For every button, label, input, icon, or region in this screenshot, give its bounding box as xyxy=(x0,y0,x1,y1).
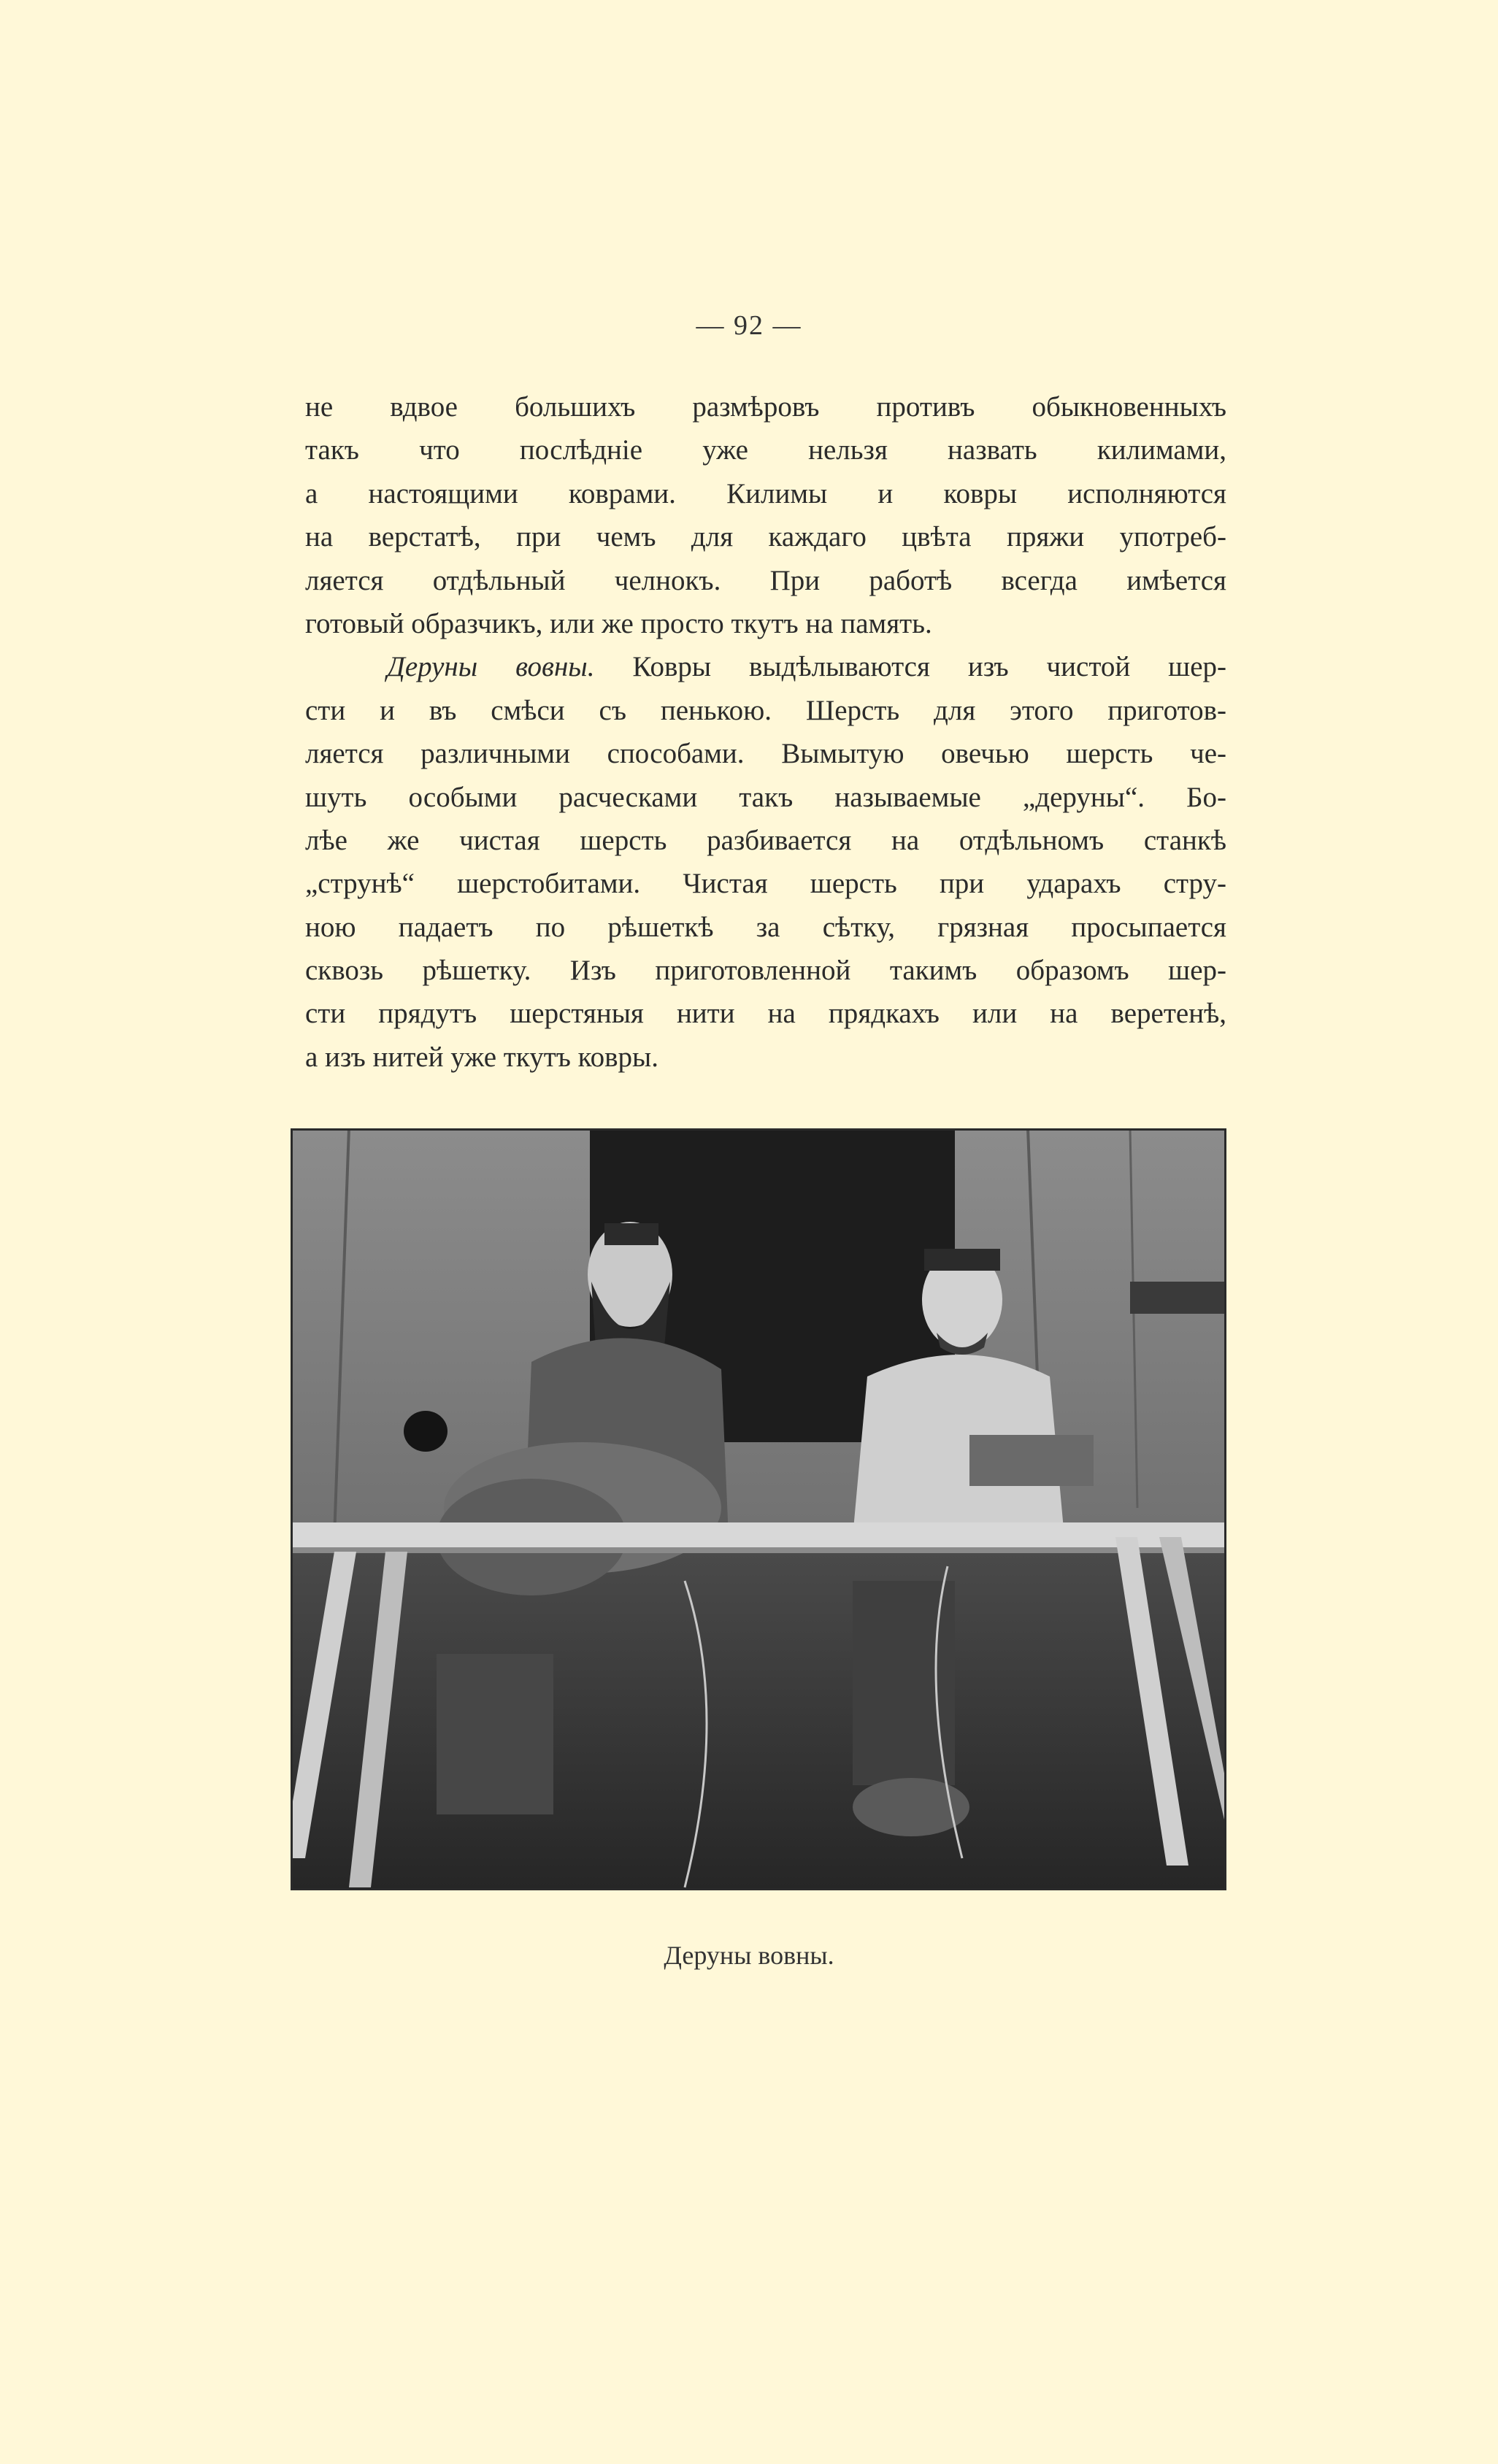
page-number: — 92 — xyxy=(696,310,802,341)
wall-hole xyxy=(404,1411,448,1452)
line-text: такъ что послѣдніе уже нельзя назвать килимами, xyxy=(305,434,1226,466)
text-line xyxy=(305,472,1226,515)
text-line xyxy=(305,819,1226,862)
line-text: сти прядутъ шерстяныя нити на прядкахъ или на веретенѣ, xyxy=(305,998,1226,1030)
line-text: не вдвое большихъ размѣровъ противъ обыкновенныхъ xyxy=(305,391,1226,423)
text-line xyxy=(305,689,1226,732)
text-line xyxy=(305,1036,1226,1079)
line-text: ною падаетъ по рѣшеткѣ за сѣтку, грязная просыпается xyxy=(305,911,1226,943)
line-text: „струнѣ“ шерстобитами. Чистая шерсть при ударахъ стру- xyxy=(305,868,1226,900)
line-text: ляется различными способами. Вымытую овечью шерсть че- xyxy=(305,738,1226,770)
line-text: готовый образчикъ, или же просто ткутъ на память. xyxy=(305,607,932,639)
section-lead: Деруны вовны. xyxy=(387,651,595,683)
line-text: ляется отдѣльный челнокъ. При работѣ всегда имѣется xyxy=(305,564,1226,596)
text-line xyxy=(305,385,1226,428)
pole xyxy=(291,1522,1226,1547)
line-text: шуть особыми расческами такъ называемые „деруны“. Бо- xyxy=(305,781,1226,813)
body-text xyxy=(305,385,1226,1079)
line-text: сти и въ смѣси съ пенькою. Шерсть для этого приготов- xyxy=(305,694,1226,726)
text-line xyxy=(305,645,1226,688)
floor xyxy=(291,1552,1226,1890)
text-line xyxy=(305,428,1226,471)
line-text: а настоящими коврами. Килимы и ковры исполняются xyxy=(305,477,1226,509)
line-text: сквозь рѣшетку. Изъ приготовленной такимъ образомъ шер- xyxy=(305,955,1226,987)
text-line xyxy=(305,776,1226,819)
text-line xyxy=(305,906,1226,949)
text-line xyxy=(305,949,1226,992)
text-line xyxy=(305,559,1226,602)
text-line xyxy=(305,732,1226,775)
text-line xyxy=(305,602,1226,645)
photo-wool-carders xyxy=(291,1128,1226,1890)
line-text: Ковры выдѣлываются изъ чистой шер- xyxy=(594,651,1226,683)
text-line xyxy=(305,992,1226,1035)
line-text: а изъ нитей уже ткутъ ковры. xyxy=(305,1041,659,1073)
figure-caption: Деруны вовны. xyxy=(664,1941,834,1970)
line-text: на верстатѣ, при чемъ для каждаго цвѣта пряжи употреб- xyxy=(305,521,1226,553)
line-text: лѣе же чистая шерсть разбивается на отдѣльномъ станкѣ xyxy=(305,824,1226,856)
text-line xyxy=(305,862,1226,905)
text-line xyxy=(305,515,1226,558)
